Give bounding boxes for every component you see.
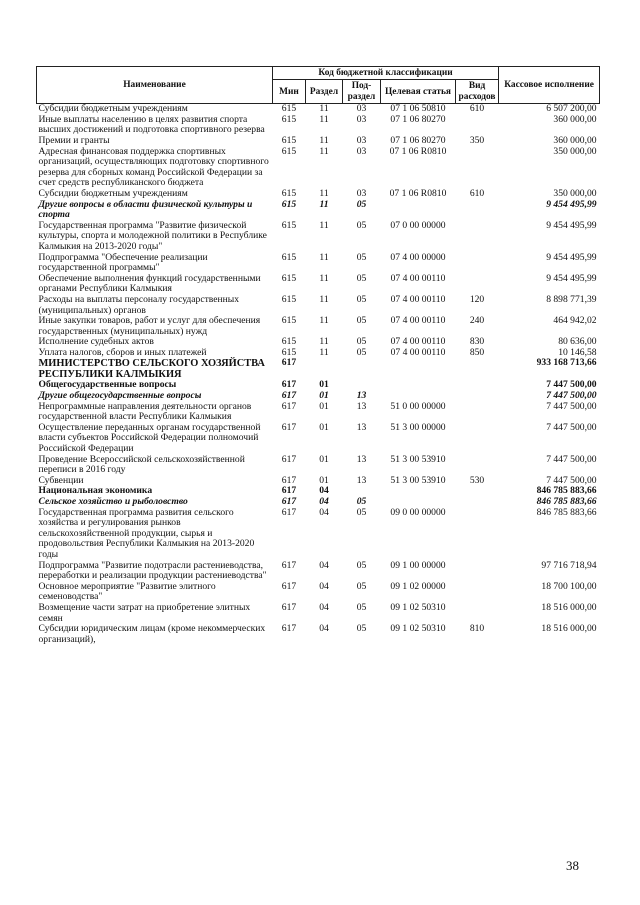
row-min: 615 xyxy=(281,293,297,305)
row-target-article: 07 1 06 80270 xyxy=(390,135,446,146)
row-amount: 9 454 495,99 xyxy=(546,251,597,263)
row-podrazdel: 13 xyxy=(356,474,367,486)
row-name: Проведение Всероссийской сельскохозяйственной переписи в 2016 году xyxy=(38,453,245,476)
row-expense-type: 530 xyxy=(469,474,485,486)
row-expense-type xyxy=(456,380,499,391)
row-amount: 933 168 713,66 xyxy=(536,357,597,369)
row-expense-type: 120 xyxy=(469,293,485,305)
row-min: 617 xyxy=(281,474,297,486)
row-name: Адресная финансовая поддержка спортивных организаций, осуществляющих подготовку спортивного резерва для сборных команд Российской Федерации за счет средств республиканского бюджета xyxy=(38,145,269,189)
row-expense-type xyxy=(456,274,499,295)
row-min: 617 xyxy=(281,601,297,613)
table-row xyxy=(37,274,600,295)
row-amount: 97 716 718,94 xyxy=(541,559,597,571)
row-amount: 18 516 000,00 xyxy=(541,601,597,613)
name-column-header: Наименование xyxy=(37,67,273,104)
row-target-article: 07 1 06 50810 xyxy=(381,104,456,115)
row-name: Субсидии юридическим лицам (кроме некоммерческих организаций), xyxy=(38,623,266,645)
row-min: 615 xyxy=(281,219,297,231)
row-name: Премии и гранты xyxy=(38,135,110,146)
row-razdel: 11 xyxy=(306,104,343,115)
row-expense-type xyxy=(456,147,499,189)
row-amount: 7 447 500,00 xyxy=(546,390,597,402)
row-amount: 7 447 500,00 xyxy=(546,379,597,391)
row-min: 617 xyxy=(281,390,297,402)
table-row xyxy=(37,115,600,136)
row-amount: 6 507 200,00 xyxy=(499,104,600,115)
row-expense-type xyxy=(456,221,499,253)
table-row xyxy=(37,423,600,455)
row-min: 615 xyxy=(273,104,306,115)
row-amount: 9 454 495,99 xyxy=(546,198,597,210)
row-amount: 9 454 495,99 xyxy=(546,219,597,231)
row-podrazdel: 05 xyxy=(356,315,367,327)
row-razdel: 04 xyxy=(319,601,329,613)
row-target-article: 09 0 00 00000 xyxy=(390,506,446,518)
row-min: 617 xyxy=(281,485,297,497)
row-target-article: 51 3 00 00000 xyxy=(390,421,446,433)
row-amount: 18 516 000,00 xyxy=(541,623,597,635)
row-min: 615 xyxy=(281,272,297,284)
row-target-article: 07 1 06 80270 xyxy=(390,113,446,125)
table-row xyxy=(37,402,600,423)
table-row xyxy=(37,295,600,316)
row-podrazdel: 03 xyxy=(356,145,367,157)
table-row xyxy=(37,358,600,380)
row-amount: 8 898 771,39 xyxy=(546,293,597,305)
row-expense-type: 610 xyxy=(469,187,485,199)
row-name: Другие общегосударственные вопросы xyxy=(38,390,202,402)
row-min: 617 xyxy=(281,580,297,592)
row-podrazdel: 05 xyxy=(356,580,367,592)
row-target-article: 07 4 00 00110 xyxy=(390,346,446,358)
row-min: 617 xyxy=(281,421,297,433)
row-amount: 9 454 495,99 xyxy=(546,272,597,284)
row-name: Исполнение судебных актов xyxy=(38,336,154,348)
row-name: Государственная программа развития сельского хозяйства и регулирования рынков сельскохозяйственной продукции, сырья и продовольствия Республики Калмыкия на 2013-2020 годы xyxy=(38,506,255,560)
budget-table-wrapper xyxy=(36,66,599,645)
row-razdel: 04 xyxy=(319,559,329,571)
row-amount: 360 000,00 xyxy=(553,135,597,146)
row-razdel: 01 xyxy=(319,390,329,402)
row-name: Расходы на выплаты персоналу государственных (муниципальных) органов xyxy=(38,293,240,316)
row-name: Национальная экономика xyxy=(38,485,153,497)
row-min: 615 xyxy=(281,251,297,263)
row-expense-type: 350 xyxy=(469,135,485,146)
row-min: 615 xyxy=(281,336,297,348)
row-expense-type: 810 xyxy=(469,623,485,635)
row-target-article: 51 3 00 53910 xyxy=(390,453,446,465)
row-podrazdel xyxy=(343,358,381,380)
row-min: 617 xyxy=(281,559,297,571)
min-column-header: Мин xyxy=(273,80,306,104)
row-min: 617 xyxy=(281,506,297,518)
expense-type-column-header: Вид расходов xyxy=(456,80,499,104)
row-expense-type xyxy=(456,200,499,221)
row-podrazdel: 05 xyxy=(356,293,367,305)
row-target-article: 07 4 00 00110 xyxy=(390,315,446,327)
row-name: Непрограммные направления деятельности органов государственной власти Республики Калмыкия xyxy=(38,400,252,423)
row-podrazdel: 05 xyxy=(356,272,367,284)
row-target-article: 09 1 02 00000 xyxy=(390,580,446,592)
row-razdel: 11 xyxy=(319,113,329,125)
row-amount: 846 785 883,66 xyxy=(536,485,597,497)
row-target-article xyxy=(381,358,456,380)
row-min: 617 xyxy=(281,623,297,635)
row-podrazdel: 03 xyxy=(343,104,381,115)
row-expense-type xyxy=(456,402,499,423)
table-row xyxy=(37,316,600,337)
row-amount: 360 000,00 xyxy=(553,113,597,125)
row-razdel: 11 xyxy=(319,145,329,157)
row-expense-type xyxy=(456,603,499,624)
row-target-article: 07 1 06 R0810 xyxy=(389,187,447,199)
table-row xyxy=(37,455,600,476)
table-row xyxy=(37,624,600,645)
row-razdel: 11 xyxy=(319,135,329,146)
row-podrazdel: 05 xyxy=(356,601,367,613)
row-podrazdel: 05 xyxy=(356,219,367,231)
row-razdel: 04 xyxy=(319,580,329,592)
row-target-article xyxy=(381,486,456,497)
row-podrazdel: 03 xyxy=(356,113,367,125)
row-name: Обеспечение выполнения функций государственными органами Республики Калмыкия xyxy=(38,272,261,295)
table-row xyxy=(37,253,600,274)
row-amount: 7 447 500,00 xyxy=(546,400,597,412)
row-target-article xyxy=(381,200,456,221)
row-podrazdel: 03 xyxy=(356,187,367,199)
row-target-article: 07 4 00 00110 xyxy=(390,293,446,305)
row-expense-type xyxy=(456,423,499,455)
row-target-article xyxy=(381,497,456,508)
row-razdel: 04 xyxy=(319,496,329,507)
row-expense-type xyxy=(456,358,499,380)
row-expense-type xyxy=(456,508,499,561)
row-min: 617 xyxy=(281,379,297,391)
row-razdel: 11 xyxy=(319,336,329,348)
row-razdel: 11 xyxy=(319,219,329,231)
table-row xyxy=(37,221,600,253)
row-expense-type xyxy=(456,486,499,497)
row-name: Общегосударственные вопросы xyxy=(38,379,177,391)
row-podrazdel: 05 xyxy=(356,198,367,210)
row-name: Государственная программа "Развитие физической культуры, спорта и молодежной политики в Республике Калмыкия на 2013-2020 годы" xyxy=(38,219,267,252)
table-row xyxy=(37,136,600,147)
row-razdel: 04 xyxy=(319,623,329,635)
row-target-article xyxy=(381,380,456,391)
row-min: 615 xyxy=(281,145,297,157)
row-name: Сельское хозяйство и рыболовство xyxy=(38,496,188,507)
row-expense-type: 240 xyxy=(469,315,485,327)
row-razdel: 01 xyxy=(319,400,329,412)
row-amount: 18 700 100,00 xyxy=(541,580,597,592)
row-target-article: 09 1 02 50310 xyxy=(390,601,446,613)
table-header xyxy=(37,67,600,104)
row-amount: 10 146,58 xyxy=(558,346,597,358)
row-razdel: 11 xyxy=(319,293,329,305)
row-name: Иные закупки товаров, работ и услуг для обеспечения государственных (муниципальных) нужд xyxy=(38,315,261,337)
table-row xyxy=(37,561,600,582)
row-amount: 7 447 500,00 xyxy=(546,453,597,465)
row-min: 615 xyxy=(281,187,297,199)
row-target-article: 09 1 02 50310 xyxy=(390,623,446,635)
row-target-article: 07 4 00 00110 xyxy=(390,272,446,284)
row-target-article: 07 4 00 00000 xyxy=(390,251,446,263)
row-amount: 7 447 500,00 xyxy=(546,421,597,433)
row-podrazdel: 13 xyxy=(356,453,367,465)
row-name: Другие вопросы в области физической культуры и спорта xyxy=(38,198,253,221)
row-name: Основное мероприятие "Развитие элитного семеноводства" xyxy=(38,580,216,603)
row-expense-type xyxy=(456,455,499,476)
row-target-article: 07 1 06 R0810 xyxy=(389,145,447,157)
row-expense-type xyxy=(456,582,499,603)
row-razdel: 11 xyxy=(319,251,329,263)
row-name: МИНИСТЕРСТВО СЕЛЬСКОГО ХОЗЯЙСТВА РЕСПУБЛИКИ КАЛМЫКИЯ xyxy=(38,358,265,381)
table-body xyxy=(37,104,600,646)
row-target-article: 07 0 00 00000 xyxy=(390,219,446,231)
row-razdel: 11 xyxy=(319,272,329,284)
row-expense-type xyxy=(456,497,499,508)
row-razdel: 01 xyxy=(319,379,329,391)
row-target-article: 51 3 00 53910 xyxy=(390,474,446,486)
row-podrazdel: 05 xyxy=(356,559,367,571)
row-target-article: 07 4 00 00110 xyxy=(390,336,446,348)
table-row xyxy=(37,582,600,603)
classification-group-header: Код бюджетной классификации xyxy=(273,67,499,80)
row-podrazdel: 05 xyxy=(356,496,367,507)
row-min: 617 xyxy=(281,400,297,412)
row-expense-type xyxy=(456,391,499,402)
row-razdel: 04 xyxy=(319,506,329,518)
row-razdel: 11 xyxy=(319,187,329,199)
row-razdel: 01 xyxy=(319,421,329,433)
page-number: 38 xyxy=(566,858,579,873)
row-amount: 464 942,02 xyxy=(553,315,597,327)
row-name: Иные выплаты населению в целях развития спорта высших достижений и подготовка спортивного резерва xyxy=(38,113,265,136)
row-razdel: 11 xyxy=(319,198,329,210)
row-podrazdel: 13 xyxy=(356,400,367,412)
row-min: 617 xyxy=(281,496,297,507)
table-row xyxy=(37,508,600,561)
row-name: Уплата налогов, сборов и иных платежей xyxy=(38,346,207,358)
row-amount: 7 447 500,00 xyxy=(546,474,597,486)
row-podrazdel: 05 xyxy=(356,623,367,635)
row-min: 615 xyxy=(281,113,297,125)
row-amount: 846 785 883,66 xyxy=(536,496,597,507)
table-row xyxy=(37,603,600,624)
row-podrazdel: 05 xyxy=(356,506,367,518)
row-min: 617 xyxy=(281,357,297,369)
row-razdel: 11 xyxy=(319,346,329,358)
row-expense-type xyxy=(456,253,499,274)
row-name: Субвенции xyxy=(38,474,84,486)
row-podrazdel: 05 xyxy=(356,346,367,358)
row-razdel xyxy=(306,358,343,380)
budget-table xyxy=(36,66,600,645)
row-razdel: 01 xyxy=(319,474,329,486)
row-podrazdel: 13 xyxy=(356,390,367,402)
row-razdel: 01 xyxy=(319,453,329,465)
row-amount: 80 636,00 xyxy=(558,336,597,348)
row-amount: 350 000,00 xyxy=(553,187,597,199)
row-razdel: 11 xyxy=(319,315,329,327)
row-name: Подпрограмма "Обеспечение реализации государственной программы" xyxy=(38,251,208,274)
row-name: Осуществление переданных органам государственной власти субъектов Российской Федерации полномочий Российской Федерации xyxy=(38,421,261,455)
row-expense-type xyxy=(456,561,499,582)
row-podrazdel: 05 xyxy=(356,251,367,263)
amount-column-header: Кассовое исполнение xyxy=(499,67,600,104)
row-podrazdel: 05 xyxy=(356,336,367,348)
row-amount: 846 785 883,66 xyxy=(536,506,597,518)
row-min: 615 xyxy=(281,135,297,146)
row-min: 615 xyxy=(281,198,297,210)
table-row xyxy=(37,147,600,189)
row-name: Возмещение части затрат на приобретение элитных семян xyxy=(38,601,251,624)
row-expense-type: 610 xyxy=(456,104,499,115)
row-podrazdel: 13 xyxy=(356,421,367,433)
row-min: 615 xyxy=(281,315,297,327)
podrazdel-column-header: Под-раздел xyxy=(343,80,381,104)
row-expense-type: 830 xyxy=(469,336,485,348)
row-expense-type xyxy=(456,115,499,136)
table-row xyxy=(37,189,600,200)
row-target-article: 09 1 00 00000 xyxy=(390,559,446,571)
row-name: Субсидии бюджетным учреждениям xyxy=(37,104,273,115)
row-expense-type: 850 xyxy=(469,346,485,358)
table-row xyxy=(37,497,600,508)
row-razdel: 04 xyxy=(319,485,329,497)
table-row xyxy=(37,348,600,359)
table-row xyxy=(37,200,600,221)
target-article-column-header: Целевая статья xyxy=(381,80,456,104)
row-name: Субсидии бюджетным учреждениям xyxy=(38,187,188,199)
row-name: Подпрограмма "Развитие подотрасли растениеводства, переработки и реализации продукции растениеводства" xyxy=(38,559,267,582)
row-amount: 350 000,00 xyxy=(553,145,597,157)
row-target-article: 51 0 00 00000 xyxy=(390,400,446,412)
row-podrazdel: 03 xyxy=(356,135,367,146)
razdel-column-header: Раздел xyxy=(306,80,343,104)
row-min: 615 xyxy=(281,346,297,358)
row-min: 617 xyxy=(281,453,297,465)
